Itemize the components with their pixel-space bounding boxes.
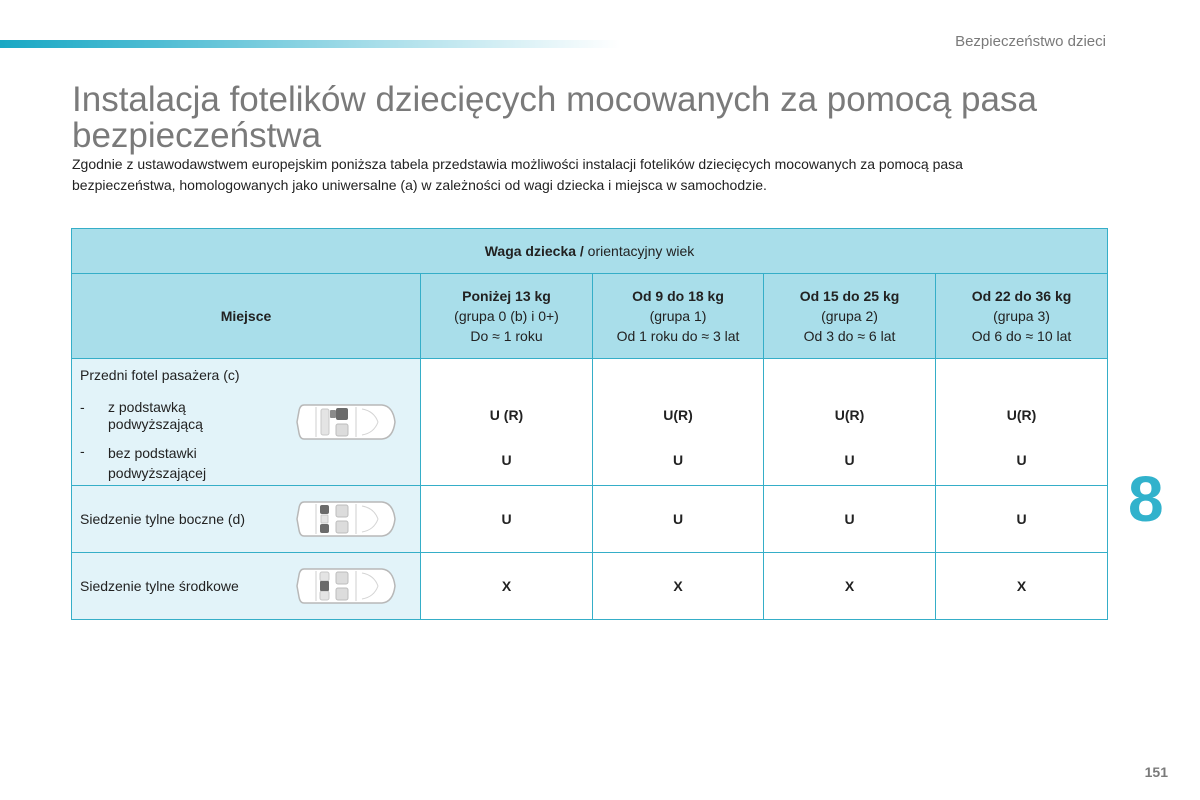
column-group: (grupa 2) [821, 308, 878, 324]
section-header: Bezpieczeństwo dzieci [955, 33, 1106, 50]
intro-line-2: bezpieczeństwa, homologowanych jako uniwersalne (a) w zależności od wagi dziecka i miejsca w samochodzie. [72, 177, 767, 193]
cell-rear-side-col3: U [936, 486, 1108, 553]
page-title [72, 82, 1112, 154]
cell-front-col2 [764, 359, 936, 486]
weight-header-cell [72, 229, 1108, 274]
bullet-dash: - [80, 443, 85, 459]
table-row-front-passenger [72, 359, 1108, 486]
table-row-rear-side [72, 486, 1108, 553]
title-line-2: bezpieczeństwa [72, 116, 322, 155]
intro-paragraph [72, 154, 1112, 196]
place-cell-front [72, 359, 421, 486]
column-weight: Od 15 do 25 kg [799, 288, 900, 304]
sub-option-line: bez podstawki [108, 445, 197, 461]
cell-rear-side-col0: U [421, 486, 593, 553]
sub-option-without-booster [108, 443, 206, 483]
table-column-header-row [72, 274, 1108, 359]
sub-option-line: z podstawką [108, 399, 186, 415]
column-header-2 [764, 274, 936, 359]
cell-rear-center-col3: X [936, 553, 1108, 620]
with-booster-value: U (R) [489, 407, 524, 423]
column-group: (grupa 1) [649, 308, 707, 324]
with-booster-value: U(R) [1006, 407, 1037, 423]
column-group: (grupa 3) [993, 308, 1050, 324]
with-booster-value: U(R) [834, 407, 865, 423]
column-age: Do ≈ 1 roku [470, 328, 543, 344]
row-label: Siedzenie tylne środkowe [80, 578, 239, 594]
cell-rear-side-col1: U [593, 486, 764, 553]
column-age: Od 6 do ≈ 10 lat [971, 328, 1072, 344]
sub-option-line: podwyższającej [108, 465, 207, 481]
weight-header-bold: Waga dziecka / [484, 243, 584, 259]
row-label: Przedni fotel pasażera (c) [80, 367, 240, 383]
place-cell-rear-side [72, 486, 421, 553]
cell-front-col0 [421, 359, 593, 486]
column-header-1 [593, 274, 764, 359]
cell-rear-center-col1: X [593, 553, 764, 620]
page-number: 151 [1144, 764, 1168, 780]
car-seat-rear-side-icon [294, 494, 398, 544]
car-seat-front-passenger-icon [294, 397, 398, 447]
header-accent-bar [0, 40, 620, 48]
column-age: Od 1 roku do ≈ 3 lat [616, 328, 740, 344]
cell-rear-side-col2: U [764, 486, 936, 553]
chapter-number: 8 [1128, 463, 1164, 535]
row-label: Siedzenie tylne boczne (d) [80, 511, 245, 527]
without-booster-value: U [501, 452, 512, 468]
with-booster-value: U(R) [663, 407, 693, 423]
table-top-header-row [72, 229, 1108, 274]
child-seat-table [71, 228, 1108, 620]
sub-option-line: podwyższającą [108, 416, 203, 432]
column-age: Od 3 do ≈ 6 lat [803, 328, 896, 344]
column-header-0 [421, 274, 593, 359]
without-booster-value: U [672, 452, 684, 468]
car-seat-rear-center-icon [294, 561, 398, 611]
place-header-label: Miejsce [220, 308, 272, 324]
cell-front-col1 [593, 359, 764, 486]
sub-option-with-booster [108, 399, 203, 433]
column-weight: Od 22 do 36 kg [971, 288, 1072, 304]
cell-rear-center-col0: X [421, 553, 593, 620]
column-weight: Od 9 do 18 kg [632, 288, 724, 304]
column-weight: Poniżej 13 kg [462, 288, 551, 304]
without-booster-value: U [1016, 452, 1027, 468]
without-booster-value: U [844, 452, 855, 468]
place-header-cell [72, 274, 421, 359]
title-line-1: Instalacja fotelików dziecięcych mocowanych za pomocą pasa [72, 80, 1037, 119]
weight-header-rest: orientacyjny wiek [583, 243, 695, 259]
intro-line-1: Zgodnie z ustawodawstwem europejskim poniższa tabela przedstawia możliwości instalacji fotelików dziecięcych mocowanych za pomocą pasa [72, 156, 963, 172]
table-row-rear-center [72, 553, 1108, 620]
bullet-dash: - [80, 399, 85, 415]
place-cell-rear-center [72, 553, 421, 620]
column-group: (grupa 0 (b) i 0+) [454, 308, 559, 324]
cell-front-col3 [936, 359, 1108, 486]
cell-rear-center-col2: X [764, 553, 936, 620]
column-header-3 [936, 274, 1108, 359]
